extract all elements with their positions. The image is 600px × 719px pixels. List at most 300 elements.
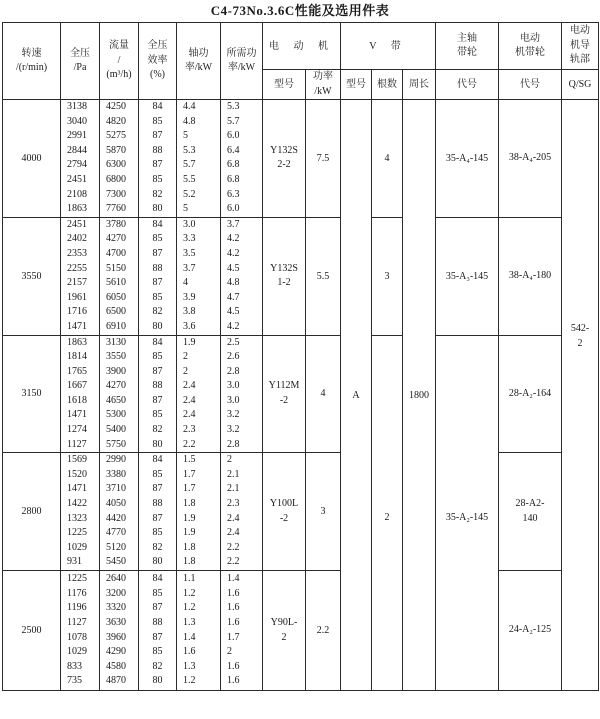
cell-line: 88	[152, 144, 163, 156]
cell-line: 流量	[109, 40, 129, 52]
cell-line: Y90L-	[270, 617, 298, 628]
cell-line: 85	[152, 527, 163, 539]
header-motor-code: 代号	[499, 70, 562, 100]
belt-model-cell: A	[341, 100, 372, 691]
cell-line: 1.6	[227, 602, 240, 614]
cell-line: 1.6	[227, 616, 240, 628]
cell-line: 2	[183, 351, 188, 363]
cell-line: 85	[152, 173, 163, 185]
cell-line: 2.2	[227, 556, 240, 568]
cell-line: 931	[67, 556, 82, 568]
cell-line: 84	[152, 218, 163, 230]
cell-line: 2794	[67, 159, 87, 171]
shaft-power-cell	[177, 100, 221, 218]
cell-line: 833	[67, 660, 82, 672]
cell-line: 3.2	[227, 409, 240, 421]
cell-line: 28-A₂-164	[508, 387, 552, 399]
required-power-cell	[221, 571, 263, 691]
belt-count-cell: 4	[372, 100, 403, 218]
header-belt-count: 根数	[372, 70, 403, 100]
cell-line: 2-2	[277, 159, 291, 171]
cell-line: 2.2	[227, 541, 240, 553]
motor-power-cell: 5.5	[306, 217, 341, 335]
cell-line: 1-2	[277, 277, 291, 289]
cell-line: 4250	[106, 101, 126, 112]
cell-line: 5.2	[183, 188, 196, 200]
cell-line: 4	[183, 277, 188, 289]
motor-pulley-cell	[499, 100, 562, 218]
cell-line: 3.7	[183, 262, 196, 274]
cell-line: 88	[152, 498, 163, 510]
cell-line: 2.6	[227, 351, 240, 363]
cell-line: 2.1	[227, 468, 240, 480]
cell-line: 4.5	[227, 262, 240, 274]
cell-line: 82	[152, 424, 163, 436]
table-row-group	[3, 453, 599, 571]
motor-rail-cell	[562, 100, 599, 691]
shaft-power-cell	[177, 453, 221, 571]
cell-line: 84	[152, 336, 163, 348]
cell-line: 4270	[106, 233, 126, 245]
cell-line: (m³/h)	[106, 69, 132, 81]
cell-line: 5150	[106, 262, 126, 274]
cell-line: 6500	[106, 306, 126, 318]
cell-line: (%)	[150, 69, 165, 81]
cell-line: 85	[152, 409, 163, 421]
cell-line: 2402	[67, 233, 87, 245]
cell-line: 3320	[106, 602, 126, 614]
speed-cell: 3550	[3, 217, 61, 335]
required-power-cell	[221, 453, 263, 571]
cell-line: 全压	[70, 47, 90, 59]
cell-line: 5300	[106, 409, 126, 421]
flow-cell	[100, 335, 139, 453]
cell-line: 85	[152, 646, 163, 658]
cell-line: 1471	[67, 409, 87, 421]
speed-cell: 2800	[3, 453, 61, 571]
cell-line: 3550	[106, 351, 126, 363]
cell-line: 4420	[106, 512, 126, 524]
cell-line: 1.6	[227, 675, 240, 687]
cell-line: 87	[152, 512, 163, 524]
cell-line: -2	[279, 394, 289, 406]
cell-line: 88	[152, 616, 163, 628]
cell-line: 5870	[106, 144, 126, 156]
cell-line: 735	[67, 675, 82, 687]
cell-line: 5.3	[227, 101, 240, 112]
motor-pulley-cell	[499, 571, 562, 691]
cell-line: 1078	[67, 631, 87, 643]
cell-line: 3380	[106, 468, 126, 480]
cell-line: 82	[152, 188, 163, 200]
cell-line: 5120	[106, 541, 126, 553]
motor-power-cell: 7.5	[306, 100, 341, 218]
cell-line: 84	[152, 573, 163, 585]
table-row-group	[3, 571, 599, 691]
cell-line: 4290	[106, 646, 126, 658]
cell-line: 3.3	[183, 233, 196, 245]
belt-length-cell: 1800	[403, 100, 436, 691]
cell-line: 38-A₄-205	[508, 152, 552, 164]
motor-power-cell: 4	[306, 335, 341, 453]
cell-line: 1765	[67, 365, 87, 377]
cell-line: 6050	[106, 291, 126, 303]
cell-line: 6300	[106, 159, 126, 171]
main-pulley-lower-value: 35-A₂-145	[445, 511, 489, 523]
cell-line: 2108	[67, 188, 87, 200]
cell-line: 1422	[67, 498, 87, 510]
cell-line: 2990	[106, 454, 126, 466]
main-pulley-cell: 35-A₃-145	[436, 217, 499, 335]
cell-line: 3130	[106, 336, 126, 348]
header-pressure	[61, 23, 100, 100]
cell-line: 2.4	[183, 380, 196, 392]
cell-line: 1.9	[183, 527, 196, 539]
cell-line: 3.0	[183, 218, 196, 230]
cell-line: Y112M	[268, 380, 300, 392]
cell-line: 24-A₂-125	[508, 624, 552, 636]
efficiency-cell	[139, 571, 177, 691]
cell-line: 效率	[147, 54, 168, 66]
belt-count-lower-value: 2	[384, 511, 390, 523]
cell-line: /Pa	[73, 62, 87, 73]
cell-line: 4700	[106, 247, 126, 259]
cell-line: 2353	[67, 247, 87, 259]
belt-count-cell	[372, 335, 403, 691]
table-row-group	[3, 217, 599, 335]
pressure-cell	[61, 335, 100, 453]
cell-line: 7300	[106, 188, 126, 200]
cell-line: 87	[152, 247, 163, 259]
cell-line: 3.2	[227, 424, 240, 436]
cell-line: 5.5	[183, 173, 196, 185]
cell-line: 5450	[106, 556, 126, 568]
cell-line: 2451	[67, 173, 87, 185]
cell-line: 1961	[67, 291, 87, 303]
cell-line: 4.5	[227, 306, 240, 318]
cell-line: 2157	[67, 277, 87, 289]
cell-line: 4.8	[227, 277, 240, 289]
cell-line: 2.4	[183, 394, 196, 406]
cell-line: 6.8	[227, 173, 240, 185]
pressure-cell	[61, 217, 100, 335]
cell-line: 1.2	[183, 602, 196, 614]
motor-model-cell	[263, 571, 306, 691]
cell-line: 3.7	[227, 218, 240, 230]
cell-line: 82	[152, 660, 163, 672]
main-pulley-cell: 35-A₄-145	[436, 100, 499, 218]
cell-line: 1274	[67, 424, 87, 436]
cell-line: 1863	[67, 336, 87, 348]
cell-line: 全压	[147, 40, 168, 52]
pressure-cell	[61, 571, 100, 691]
shaft-power-cell	[177, 571, 221, 691]
flow-cell	[100, 571, 139, 691]
cell-line: 1196	[67, 602, 87, 614]
header-belt: V 带	[341, 23, 436, 70]
cell-line: 2.4	[227, 512, 240, 524]
cell-line: 87	[152, 159, 163, 171]
cell-line: 2.8	[227, 438, 240, 450]
cell-line: 1127	[67, 438, 87, 450]
speed-cell: 3150	[3, 335, 61, 453]
cell-line: 3780	[106, 218, 126, 230]
cell-line: 3900	[106, 365, 126, 377]
cell-line: 1.2	[183, 675, 196, 687]
cell-line: Y100L	[269, 498, 299, 510]
motor-power-cell: 2.2	[306, 571, 341, 691]
speed-cell: 4000	[3, 100, 61, 218]
shaft-power-cell	[177, 335, 221, 453]
cell-line: -2	[279, 512, 289, 524]
header-motor-model: 型号	[263, 70, 306, 100]
cell-line: 4820	[106, 115, 126, 127]
cell-line: 80	[152, 675, 163, 687]
cell-line: 1471	[67, 320, 87, 332]
cell-line: 2.2	[183, 438, 196, 450]
cell-line: 85	[152, 468, 163, 480]
shaft-power-cell	[177, 217, 221, 335]
cell-line: 6.8	[227, 159, 240, 171]
cell-line: 2	[227, 646, 232, 658]
cell-line: 38-A₄-180	[508, 269, 552, 281]
header-belt-length: 周长	[403, 70, 436, 100]
cell-line: 2.8	[227, 365, 240, 377]
cell-line: 80	[152, 203, 163, 215]
cell-line: 率/kW	[184, 62, 213, 73]
cell-line: 4.8	[183, 115, 196, 127]
cell-line: 1.3	[183, 616, 196, 628]
cell-line: 87	[152, 483, 163, 495]
header-motor-pulley	[499, 23, 562, 70]
cell-line: 3200	[106, 587, 126, 599]
cell-line: 1520	[67, 468, 87, 480]
cell-line: 2.4	[183, 409, 196, 421]
cell-line: 5750	[106, 438, 126, 450]
cell-line: 5	[183, 203, 188, 215]
cell-line: 80	[152, 320, 163, 332]
cell-line: 功率	[313, 71, 333, 82]
cell-line: 84	[152, 101, 163, 112]
cell-line: 电动	[570, 25, 590, 37]
cell-line: 87	[152, 130, 163, 142]
cell-line: 轴功	[188, 47, 209, 59]
flow-cell	[100, 453, 139, 571]
cell-line: /(r/min)	[15, 62, 48, 73]
cell-line: 转速	[21, 47, 42, 59]
cell-line: 3138	[67, 101, 87, 112]
cell-line: 3.0	[227, 380, 240, 392]
cell-line: 2255	[67, 262, 87, 274]
cell-line: 1.7	[183, 483, 196, 495]
cell-line: 1.7	[227, 631, 240, 643]
cell-line: 4.4	[183, 101, 196, 112]
cell-line: 85	[152, 587, 163, 599]
cell-line: 87	[152, 631, 163, 643]
cell-line: 1.5	[183, 454, 196, 466]
pressure-cell	[61, 453, 100, 571]
header-shaft-power	[177, 23, 221, 100]
cell-line: 1.2	[183, 587, 196, 599]
cell-line: 7760	[106, 203, 126, 215]
cell-line: 4050	[106, 498, 126, 510]
cell-line: 1.6	[227, 587, 240, 599]
cell-line: 1.6	[227, 660, 240, 672]
header-efficiency	[139, 23, 177, 100]
flow-cell	[100, 100, 139, 218]
cell-line: 4870	[106, 675, 126, 687]
cell-line: 5.3	[183, 144, 196, 156]
cell-line: 轨部	[570, 54, 590, 66]
cell-line: 3.8	[183, 306, 196, 318]
pressure-cell	[61, 100, 100, 218]
cell-line: 机导	[570, 39, 590, 51]
cell-line: 2	[281, 631, 287, 643]
cell-line: 1176	[67, 587, 87, 599]
motor-model-cell	[263, 100, 306, 218]
cell-line: 2.3	[183, 424, 196, 436]
cell-line: 1225	[67, 527, 87, 539]
cell-line: 3960	[106, 631, 126, 643]
cell-line: 4.2	[227, 247, 240, 259]
cell-line: 主轴	[457, 32, 477, 44]
header-motor-rail	[562, 23, 599, 70]
cell-line: 3710	[106, 483, 126, 495]
cell-line: 1.1	[183, 573, 196, 585]
header-row-main	[3, 23, 599, 70]
cell-line: 2640	[106, 573, 126, 585]
cell-line: 5400	[106, 424, 126, 436]
cell-line: 4.7	[227, 291, 240, 303]
cell-line: 1.9	[183, 336, 196, 348]
cell-line: 1667	[67, 380, 87, 392]
cell-line: 5.7	[227, 115, 240, 127]
cell-line: 4.2	[227, 320, 240, 332]
cell-line: 85	[152, 291, 163, 303]
cell-line: 1029	[67, 646, 87, 658]
header-belt-model: 型号	[341, 70, 372, 100]
cell-line: 1323	[67, 512, 87, 524]
cell-line: Y132S	[270, 262, 298, 274]
motor-pulley-cell	[499, 217, 562, 335]
motor-pulley-cell	[499, 453, 562, 571]
cell-line: 1.8	[183, 498, 196, 510]
cell-line: 5.7	[183, 159, 196, 171]
cell-line: 所需功	[226, 47, 257, 59]
required-power-cell	[221, 100, 263, 218]
flow-cell	[100, 217, 139, 335]
cell-line: 140	[522, 512, 538, 524]
header-flow	[100, 23, 139, 100]
cell-line: 82	[152, 541, 163, 553]
cell-line: 2	[227, 454, 232, 466]
motor-pulley-cell	[499, 335, 562, 453]
cell-line: 2	[183, 365, 188, 377]
header-rail-code: Q/SG	[562, 70, 599, 100]
speed-cell: 2500	[3, 571, 61, 691]
motor-model-cell	[263, 217, 306, 335]
cell-line: 6.0	[227, 130, 240, 142]
cell-line: 87	[152, 365, 163, 377]
cell-line: 2.4	[227, 527, 240, 539]
cell-line: 5	[183, 130, 188, 142]
cell-line: 4270	[106, 380, 126, 392]
cell-line: 3.5	[183, 247, 196, 259]
cell-line: 88	[152, 380, 163, 392]
cell-line: 6910	[106, 320, 126, 332]
cell-line: 2	[577, 337, 583, 349]
cell-line: 3.0	[227, 394, 240, 406]
cell-line: 1716	[67, 306, 87, 318]
cell-line: 1127	[67, 616, 87, 628]
motor-model-cell	[263, 335, 306, 453]
motor-power-cell: 3	[306, 453, 341, 571]
cell-line: 1.6	[183, 646, 196, 658]
cell-line: 87	[152, 602, 163, 614]
cell-line: 85	[152, 351, 163, 363]
cell-line: 2.1	[227, 483, 240, 495]
cell-line: 5275	[106, 130, 126, 142]
cell-line: 2991	[67, 130, 87, 142]
cell-line: 1471	[67, 483, 87, 495]
table-row-group	[3, 335, 599, 453]
cell-line: 4770	[106, 527, 126, 539]
cell-line: 1.8	[183, 541, 196, 553]
header-motor: 电 动 机	[263, 23, 341, 70]
efficiency-cell	[139, 453, 177, 571]
cell-line: 1618	[67, 394, 87, 406]
header-required-power	[221, 23, 263, 100]
required-power-cell	[221, 335, 263, 453]
cell-line: 85	[152, 233, 163, 245]
cell-line: 1.4	[183, 631, 196, 643]
cell-line: 1.7	[183, 468, 196, 480]
header-motor-power	[306, 70, 341, 100]
efficiency-cell	[139, 217, 177, 335]
cell-line: 542-	[570, 323, 590, 334]
performance-table	[2, 22, 599, 691]
table-row-group	[3, 100, 599, 218]
cell-line: 3630	[106, 616, 126, 628]
cell-line: 带轮	[457, 47, 477, 58]
efficiency-cell	[139, 100, 177, 218]
efficiency-cell	[139, 335, 177, 453]
cell-line: 1.9	[183, 512, 196, 524]
cell-line: 1.3	[183, 660, 196, 672]
cell-line: 84	[152, 454, 163, 466]
cell-line: 3.9	[183, 291, 196, 303]
cell-line: 88	[152, 262, 163, 274]
motor-model-cell	[263, 453, 306, 571]
cell-line: 1863	[67, 203, 87, 215]
cell-line: 电动	[520, 32, 540, 44]
cell-line: 率/kW	[227, 62, 256, 73]
cell-line: 87	[152, 394, 163, 406]
main-pulley-cell	[436, 335, 499, 691]
cell-line: 2451	[67, 218, 87, 230]
header-main-code: 代号	[436, 70, 499, 100]
cell-line: /kW	[314, 85, 332, 97]
cell-line: 3040	[67, 115, 87, 127]
cell-line: 82	[152, 306, 163, 318]
cell-line: 1814	[67, 351, 87, 363]
cell-line: 80	[152, 556, 163, 568]
cell-line: 6.3	[227, 188, 240, 200]
cell-line: 6800	[106, 173, 126, 185]
cell-line: 3.6	[183, 320, 196, 332]
header-speed	[3, 23, 61, 100]
cell-line: 87	[152, 277, 163, 289]
